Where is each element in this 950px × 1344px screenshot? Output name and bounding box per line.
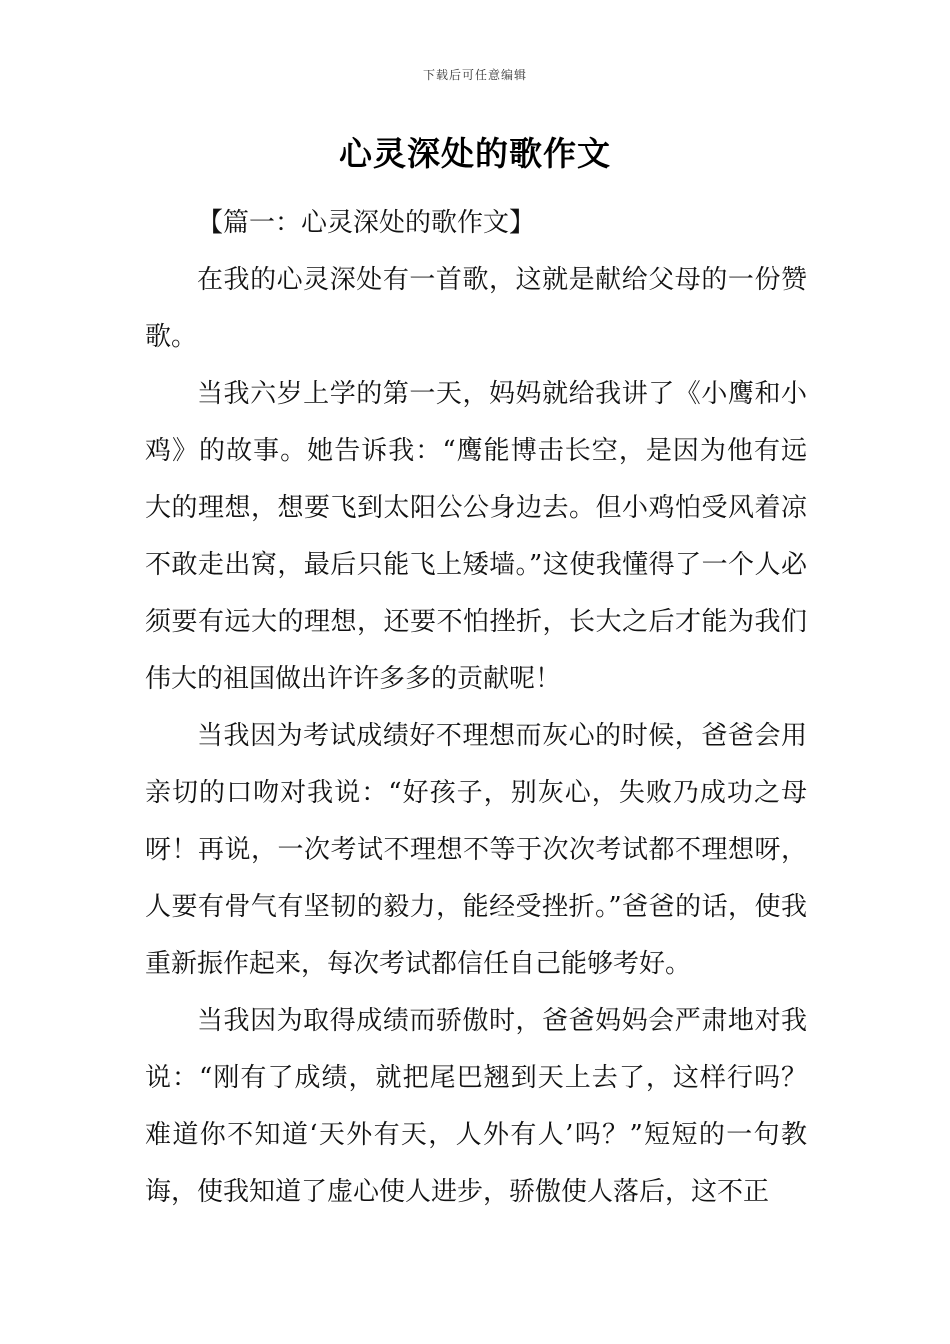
document-body (145, 195, 807, 1221)
document-title: 心灵深处的歌作文 (339, 134, 611, 173)
header-note: 下载后可任意编辑 (422, 68, 527, 82)
paragraph-2: 当我六岁上学的第一天，妈妈就给我讲了《小鹰和小鸡》的故事。她告诉我：“鹰能博击长空，是因为他有远大的理想，想要飞到太阳公公身边去。但小鸡怕受风着凉不敢走出窝，最后只能飞上矮墙。”这使我懂得了一个人必须要有远大的理想，还要不怕挫折，长大之后才能为我们伟大的祖国做出许许多多的贡献呢！ (145, 379, 807, 694)
paragraph-4: 当我因为取得成绩而骄傲时，爸爸妈妈会严肃地对我说：“刚有了成绩，就把尾巴翘到天上去了，这样行吗？难道你不知道‘天外有天，人外有人’吗？”短短的一句教诲，使我知道了虚心使人进步，骄傲使人落后，这不正 (145, 1006, 807, 1207)
paragraph-1: 在我的心灵深处有一首歌，这就是献给父母的一份赞歌。 (145, 265, 807, 352)
paragraph-3: 当我因为考试成绩好不理想而灰心的时候，爸爸会用亲切的口吻对我说：“好孩子，别灰心，失败乃成功之母呀！再说，一次考试不理想不等于次次考试都不理想呀，人要有骨气有坚韧的毅力，能经受挫折。”爸爸的话，使我重新振作起来，每次考试都信任自己能够考好。 (145, 721, 807, 979)
section-heading: 【篇一：心灵深处的歌作文】 (197, 208, 536, 238)
